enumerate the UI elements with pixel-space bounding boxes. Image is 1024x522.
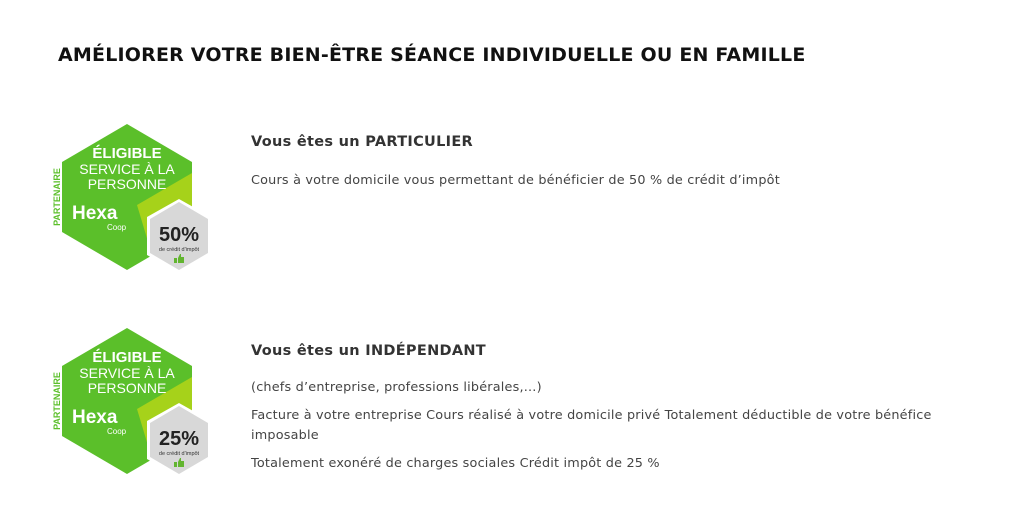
- offer-text: [251, 343, 961, 474]
- service-line2-label: PERSONNE: [87, 176, 167, 192]
- coop-brand-label: Coop: [107, 223, 127, 232]
- eligible-service-badge: [52, 316, 222, 481]
- eligible-label: ÉLIGIBLE: [92, 349, 162, 366]
- service-line2-label: PERSONNE: [87, 380, 167, 396]
- eligible-service-badge: [52, 112, 222, 277]
- offer-description: Totalement exonéré de charges sociales Crédit impôt de 25 %: [251, 456, 660, 471]
- hexa-brand-label: Hexa: [72, 203, 118, 224]
- offer-description: Facture à votre entreprise Cours réalisé à votre domicile privé Totalement déductible de votre bénéfice imposable: [251, 408, 932, 443]
- offer-description: Cours à votre domicile vous permettant de bénéficier de 50 % de crédit d’impôt: [251, 173, 780, 188]
- eligible-label: ÉLIGIBLE: [92, 145, 162, 162]
- hexa-brand-label: Hexa: [72, 407, 118, 428]
- partner-label: PARTENAIRE: [52, 372, 62, 430]
- offer-heading: Vous êtes un INDÉPENDANT: [251, 343, 486, 359]
- coop-brand-label: Coop: [107, 427, 127, 436]
- credit-caption-label: de crédit d'impôt: [158, 247, 200, 253]
- offer-subtitle: (chefs d’entreprise, professions libérales,...): [251, 380, 542, 395]
- partner-label: PARTENAIRE: [52, 168, 62, 226]
- offer-text: [251, 134, 961, 191]
- service-line1-label: SERVICE À LA: [79, 161, 175, 177]
- offer-heading: Vous êtes un PARTICULIER: [251, 134, 474, 150]
- service-line1-label: SERVICE À LA: [79, 365, 175, 381]
- hexagon-badge-icon: [52, 112, 222, 282]
- credit-percent-label: 50%: [158, 224, 200, 246]
- credit-percent-label: 25%: [158, 428, 200, 450]
- page-title: AMÉLIORER VOTRE BIEN-ÊTRE SÉANCE INDIVIDUELLE OU EN FAMILLE: [58, 44, 806, 66]
- hexagon-badge-icon: [52, 316, 222, 486]
- credit-caption-label: de crédit d'impôt: [158, 451, 200, 457]
